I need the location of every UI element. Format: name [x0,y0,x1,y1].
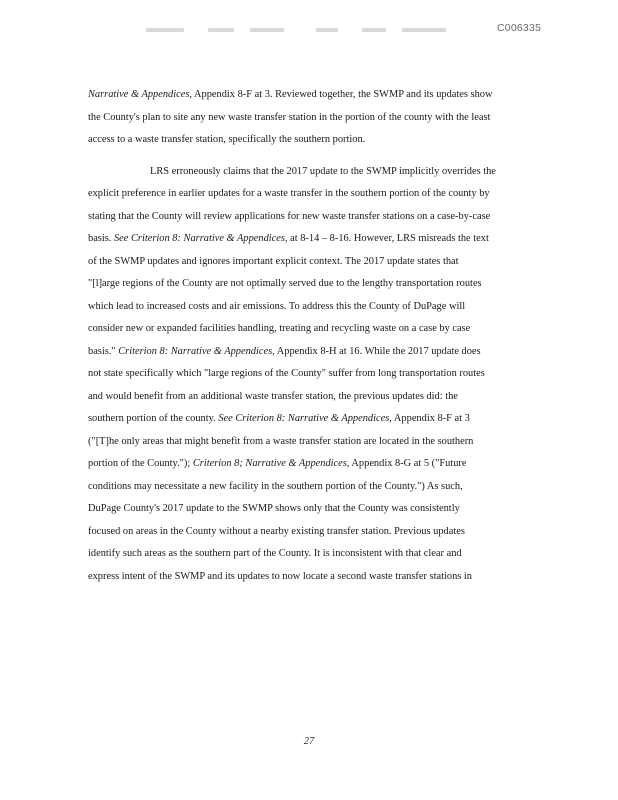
text-line [88,341,528,364]
text-line: conditions may necessitate a new facility in the southern portion of the County.") As such, [88,480,463,492]
text-line: the County's plan to site any new waste transfer station in the portion of the county with the least [88,111,491,123]
text-line: explicit preference in earlier updates for a waste transfer in the southern portion of the county by [88,188,490,199]
text-line: which lead to increased costs and air emissions. To address this the County of DuPage will [88,300,466,312]
text-line: stating that the County will review applications for new waste transfer stations on a case-by-case [88,210,491,222]
text-line: and would benefit from an additional waste transfer station, the previous updates did: the [88,390,458,402]
text-line: "[l]arge regions of the County are not optimally served due to the lengthy transportation routes [88,278,482,289]
page-number: 27 [303,736,315,747]
text-line [88,408,528,431]
text-line [88,84,528,107]
text-segment: , Appendix 8-G at 5 ("Future [346,458,467,469]
bates-number: C006335 [497,22,542,34]
text-segment: basis. [88,233,114,244]
text-segment: , Appendix 8-F at 3. Reviewed together, the SWMP and its updates show [189,89,493,100]
text-line: access to a waste transfer station, specifically the southern portion. [88,134,366,145]
citation: Criterion 8; Narrative & Appendices [192,458,347,469]
text-segment: , Appendix 8-H at 16. While the 2017 update does [272,345,481,357]
text-line: identify such areas as the southern part of the County. It is inconsistent with that clear and [88,548,462,559]
text-line: focused on areas in the County without a nearby existing transfer station. Previous updates [88,525,465,537]
text-line [88,228,528,251]
text-line: of the SWMP updates and ignores important explicit context. The 2017 update states that [88,255,459,267]
text-segment: southern portion of the county. [88,413,219,424]
text-segment: , Appendix 8-F at 3 [389,413,470,424]
faint-header-marks [146,28,446,36]
text-line: express intent of the SWMP and its updates to now locate a second waste transfer stations in [88,570,472,582]
text-line: DuPage County's 2017 update to the SWMP shows only that the County was consistently [88,503,460,514]
text-segment: basis." [88,345,119,357]
text-line: consider new or expanded facilities handling, treating and recycling waste on a case by case [88,323,471,334]
citation: Narrative & Appendices [88,89,190,100]
text-line: ("[T]he only areas that might benefit from a waste transfer station are located in the southern [88,435,474,447]
text-line [88,453,528,476]
text-segment: portion of the County."); [88,458,193,469]
citation: Criterion 8: Narrative & Appendices [118,345,273,357]
citation: See Criterion 8: Narrative & Appendices [218,413,390,424]
citation: See Criterion 8: Narrative & Appendices [113,233,285,244]
paragraph-first-line: LRS erroneously claims that the 2017 update to the SWMP implicitly overrides the [150,165,496,177]
text-line: not state specifically which "large regions of the County" suffer from long transportation routes [88,368,485,379]
text-segment: , at 8-14 – 8-16. However, LRS misreads the text [284,233,489,244]
body-text [88,84,528,588]
